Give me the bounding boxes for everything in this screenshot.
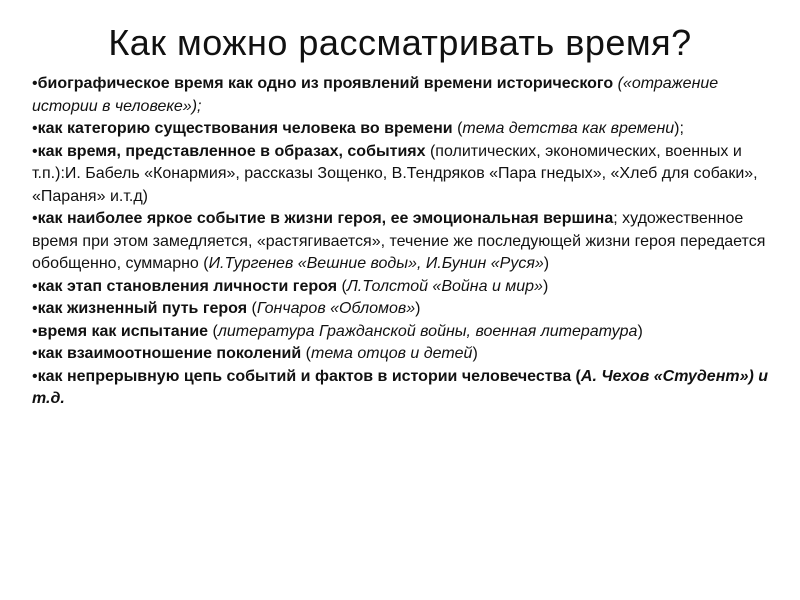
bullet-text: ) [637, 322, 643, 340]
bullet-text: ( [208, 322, 218, 340]
bullet-text: как категорию существования человека во времени [37, 120, 453, 137]
bullet-text: как время, представленное в образах, событиях [37, 142, 426, 160]
bullet-text: литература Гражданской войны, военная литература [217, 322, 638, 340]
bullet-text: время как испытание [37, 322, 209, 340]
bullet-text: ( [452, 120, 463, 137]
bullet-text: ( [301, 345, 311, 362]
bullet-item [32, 343, 772, 366]
bullet-item [32, 118, 772, 141]
bullet-text: тема отцов и детей [310, 345, 473, 362]
bullet-text: как наиболее яркое событие в жизни героя, ее эмоциональная вершина [37, 210, 614, 227]
bullet-text: биографическое время как одно из проявлений времени исторического [37, 75, 614, 92]
bullet-item [32, 73, 772, 118]
bullet-text: как непрерывную цепь событий и фактов в истории человечества ( [37, 367, 581, 385]
bullet-text: ) [543, 255, 550, 272]
bullet-text: как взаимоотношение поколений [37, 345, 302, 362]
bullet-text: ( [247, 300, 257, 317]
bullet-text: ) [415, 300, 421, 317]
bullet-marker: • [32, 345, 38, 362]
bullet-text: ; художественное время при этом замедляется, «растягивается», течение же последующей жизни героя передается обобщенно, суммарно ( [32, 210, 766, 272]
bullet-marker: • [32, 120, 38, 137]
bullet-marker: • [32, 367, 38, 385]
bullet-text: как жизненный путь героя [37, 300, 248, 317]
slide-title: Как можно рассматривать время? [108, 22, 692, 63]
bullet-item [32, 321, 772, 344]
bullet-marker: • [32, 300, 38, 317]
bullet-text: ); [674, 120, 684, 137]
bullet-item [32, 366, 772, 411]
bullet-list [32, 73, 772, 411]
bullet-item [32, 208, 772, 276]
bullet-text: как этап становления личности героя [37, 277, 338, 295]
bullet-text: (политических, экономических, военных и т.п.):И. Бабель «Конармия», рассказы Зощенко, В.Тендряков «Пара гнедых», «Хлеб для собаки», «Параня» и.т.д) [32, 142, 758, 205]
bullet-text: И.Тургенев «Вешние воды», И.Бунин «Руся» [208, 255, 544, 272]
bullet-marker: • [32, 142, 38, 160]
bullet-text: ) [472, 345, 478, 362]
bullet-marker: • [32, 322, 38, 340]
bullet-text: («отражение истории в человеке»); [32, 75, 719, 115]
bullet-text: Л.Толстой «Война и мир» [346, 277, 543, 295]
bullet-marker: • [32, 277, 38, 295]
bullet-item [32, 298, 772, 321]
bullet-item [32, 141, 772, 209]
bullet-text: Гончаров «Обломов» [256, 300, 416, 317]
bullet-marker: • [32, 75, 38, 92]
bullet-text: ( [337, 277, 347, 295]
bullet-text: тема детства как времени [462, 120, 675, 137]
bullet-marker: • [32, 210, 38, 227]
bullet-text: А. Чехов «Студент») и т.д. [32, 367, 769, 407]
bullet-text: ) [542, 277, 549, 295]
bullet-item [32, 276, 772, 299]
